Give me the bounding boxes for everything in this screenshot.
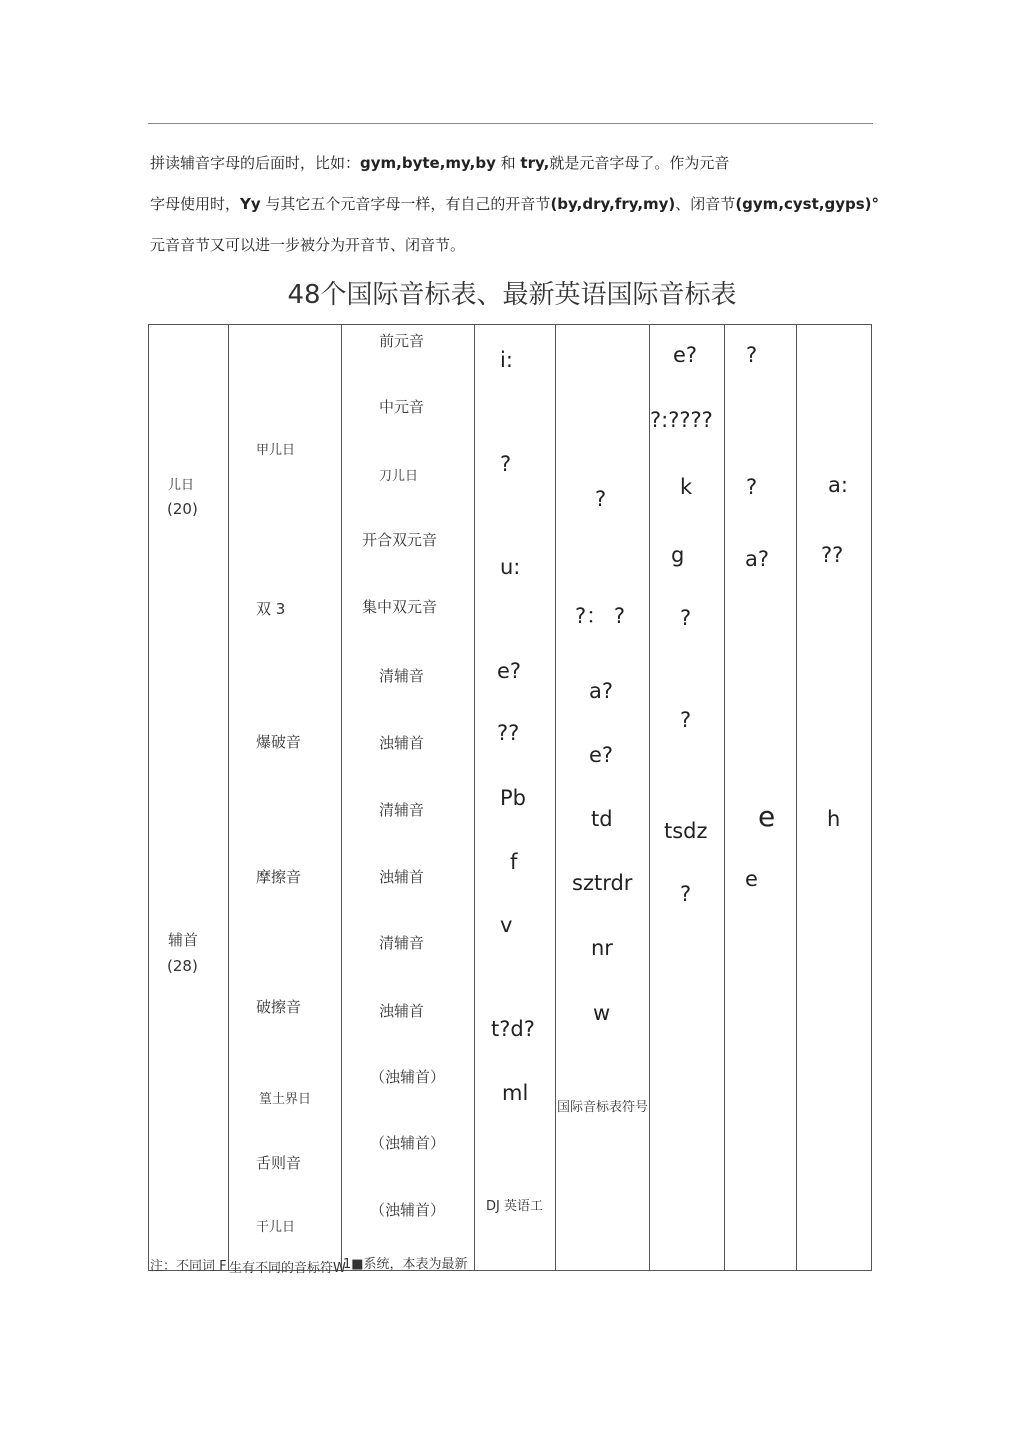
subcategory-cell: 清辅音 xyxy=(379,801,425,819)
text-segment: 字母使用时， xyxy=(150,195,241,213)
table-note: 生有不同的音标符W xyxy=(229,1261,346,1276)
phonetic-symbol: g xyxy=(671,543,685,567)
subcategory-cell: （浊辅首） xyxy=(370,1134,446,1152)
table-note: 国际音标表符号 xyxy=(557,1100,649,1115)
phonetic-symbol: h xyxy=(827,807,841,831)
phonetic-symbol: ? xyxy=(595,487,607,511)
table-note: DJ 英语工 xyxy=(486,1199,543,1214)
phonetic-symbol: ? xyxy=(746,475,758,499)
phonetic-symbol: ?? xyxy=(821,543,844,567)
phonetic-symbol: e xyxy=(745,867,758,891)
subcategory-cell: 清辅音 xyxy=(379,934,425,952)
category-cell: 双 3 xyxy=(256,600,286,618)
phonetic-symbol: ?： ? xyxy=(575,604,625,628)
phonetic-symbol: e? xyxy=(673,343,698,367)
phonetic-symbol: e? xyxy=(497,659,522,683)
subcategory-cell: 浊辅首 xyxy=(379,868,425,886)
text-segment-bold: (by,dry,fry,my) xyxy=(550,195,676,213)
subcategory-cell: 中元音 xyxy=(379,398,425,416)
subcategory-cell: （浊辅首） xyxy=(370,1068,446,1086)
category-cell: 摩擦音 xyxy=(256,868,302,886)
phonetic-symbol: tsdz xyxy=(664,819,708,843)
text-segment: 、闭音节 xyxy=(675,195,736,213)
phonetic-symbol: v xyxy=(500,913,513,937)
phonetic-symbol: k xyxy=(680,475,693,499)
subcategory-cell: 开合双元音 xyxy=(362,531,438,549)
phonetic-symbol: ? xyxy=(680,708,692,732)
text-segment-bold: gym,byte,my,by xyxy=(360,154,496,172)
column-divider xyxy=(474,324,475,1271)
subcategory-cell: 前元音 xyxy=(379,332,425,350)
vowels-count: (20) xyxy=(167,500,198,518)
text-segment: 就是元音字母了。作为元音 xyxy=(549,154,730,172)
phonetic-symbol: nr xyxy=(591,936,613,960)
phonetic-symbol: i: xyxy=(500,348,513,372)
phonetic-symbol: td xyxy=(591,807,613,831)
column-divider xyxy=(555,324,556,1271)
column-divider xyxy=(649,324,650,1271)
subcategory-cell: 浊辅首 xyxy=(379,734,425,752)
text-segment: 与其它五个元音字母一样，有自己的开音节 xyxy=(260,195,551,213)
text-segment-bold: Yy xyxy=(240,195,261,213)
phonetic-symbol: f xyxy=(510,850,518,874)
column-divider xyxy=(796,324,797,1271)
phonetic-symbol: u: xyxy=(500,555,521,579)
text-segment-bold: (gym,cyst,gyps)° xyxy=(735,195,880,213)
phonetic-symbol: ?:???? xyxy=(650,408,713,432)
category-cell: 篁土界日 xyxy=(259,1092,312,1107)
header-rule xyxy=(148,123,873,124)
phonetic-symbol: Pb xyxy=(500,786,526,810)
subcategory-cell: 浊辅首 xyxy=(379,1002,425,1020)
phonetic-symbol: ml xyxy=(502,1081,529,1105)
category-cell: 干儿日 xyxy=(256,1220,296,1235)
phonetic-symbol: e xyxy=(758,800,776,833)
phonetic-symbol: e? xyxy=(589,743,614,767)
column-divider xyxy=(724,324,725,1271)
consonants-label: 辅首 xyxy=(168,931,199,949)
phonetic-symbol: ? xyxy=(680,606,692,630)
subcategory-cell: 清辅音 xyxy=(379,667,425,685)
consonants-count: (28) xyxy=(167,957,198,975)
phonetic-symbol: w xyxy=(593,1001,611,1025)
column-divider xyxy=(228,324,229,1271)
phonetic-symbol: a? xyxy=(589,679,614,703)
subcategory-cell: （浊辅首） xyxy=(370,1201,446,1219)
table-note: 注：不同词 F xyxy=(150,1259,227,1274)
phonetic-symbol: a? xyxy=(745,547,770,571)
category-cell: 破擦音 xyxy=(256,998,302,1016)
phonetic-symbol: a: xyxy=(828,473,848,497)
column-divider xyxy=(341,324,342,1271)
category-cell: 舌则音 xyxy=(256,1154,302,1172)
paragraph-line-1 xyxy=(150,152,729,173)
subcategory-cell: 刀儿日 xyxy=(379,469,419,484)
paragraph-line-3: 元音音节又可以进一步被分为开音节、闭音节。 xyxy=(150,236,466,254)
text-segment: 拼读辅音字母的后面时，比如： xyxy=(150,154,361,172)
subcategory-cell: 集中双元音 xyxy=(362,598,438,616)
text-segment: 和 xyxy=(495,154,521,172)
text-segment-bold: try, xyxy=(520,154,550,172)
phonetic-symbol: ? xyxy=(500,452,512,476)
phonetic-symbol: ?? xyxy=(497,721,520,745)
paragraph-line-2 xyxy=(150,193,879,214)
phonetic-symbol: t?d? xyxy=(491,1017,535,1041)
category-cell: 甲儿日 xyxy=(256,443,296,458)
phonetic-symbol: ? xyxy=(680,882,692,906)
table-note: 1■系统，本表为最新 xyxy=(343,1257,468,1272)
phonetic-symbol: ? xyxy=(746,343,758,367)
category-cell: 爆破音 xyxy=(256,733,302,751)
phonetic-symbol: sztrdr xyxy=(572,871,633,895)
vowels-label: 儿日 xyxy=(168,478,195,493)
page-title: 48个国际音标表、最新英语国际音标表 xyxy=(287,280,737,310)
